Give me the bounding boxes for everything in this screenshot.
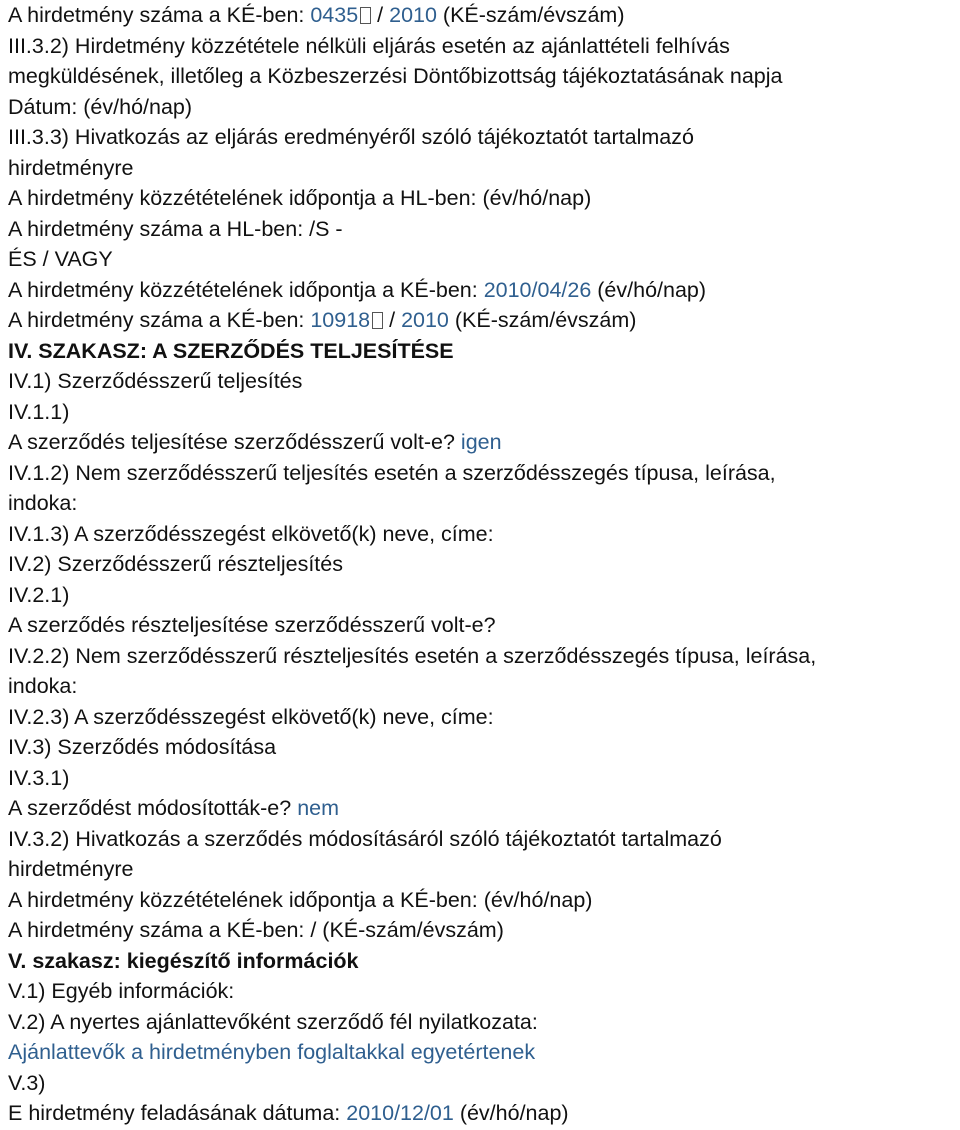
submission-date-value: 2010/12/01 <box>346 1101 454 1125</box>
subsection-v-3: V.3) <box>8 1070 46 1095</box>
partial-performance-question: A szerződés részteljesítése szerződésszerű volt-e? <box>8 613 496 637</box>
subsection-v-1: V.1) Egyéb információk: <box>8 979 235 1003</box>
ke-number-line: A hirdetmény száma a KÉ-ben: 10918 / 2010 (KÉ-szám/évszám) <box>8 308 637 332</box>
date-label: Dátum: (év/hó/nap) <box>8 94 193 119</box>
ke-date-value: 2010/04/26 <box>483 277 592 302</box>
hl-date-line: A hirdetmény közzétételének időpontja a HL-ben: (év/hó/nap) <box>8 186 592 210</box>
subsection-iv-3: IV.3) Szerződés módosítása <box>8 735 277 759</box>
answer-value: igen <box>460 430 502 454</box>
missing-glyph-box <box>372 312 383 329</box>
subsection-iv-2-2: IV.2.2) Nem szerződésszerű részteljesítés esetén a szerződésszegés típusa, leírása, <box>8 643 817 668</box>
ke-date-line: A hirdetmény közzétételének időpontja a KÉ-ben: (év/hó/nap) <box>8 887 593 912</box>
ke-notice-number-line: A hirdetmény száma a KÉ-ben: 0435 / 2010 (KÉ-szám/évszám) <box>8 3 625 27</box>
submission-date-line: E hirdetmény feladásának dátuma: 2010/12/01 (év/hó/nap) <box>8 1101 569 1125</box>
contract-modified-question: A szerződést módosították-e? nem <box>8 796 340 820</box>
section-heading-iii-3-3: III.3.3) Hivatkozás az eljárás eredményéről szóló tájékoztatót tartalmazó <box>8 125 694 149</box>
missing-glyph-box <box>360 7 371 24</box>
text-line: indoka: <box>8 491 78 515</box>
ke-number-value: 10918 <box>310 308 371 332</box>
subsection-iv-1-1: IV.1.1) <box>8 399 70 424</box>
subsection-iv-1-2: IV.1.2) Nem szerződésszerű teljesítés esetén a szerződésszegés típusa, leírása, <box>8 460 776 485</box>
winner-statement-value: Ajánlattevők a hirdetményben foglaltakkal egyetértenek <box>8 1040 536 1064</box>
subsection-iv-3-2: IV.3.2) Hivatkozás a szerződés módosításáról szóló tájékoztatót tartalmazó <box>8 826 722 851</box>
subsection-iv-3-1: IV.3.1) <box>8 765 70 790</box>
ke-year-value: 2010 <box>401 308 449 332</box>
hl-number-line: A hirdetmény száma a HL-ben: /S - <box>8 216 343 241</box>
text-line: hirdetményre <box>8 155 134 180</box>
ke-date-line: A hirdetmény közzétételének időpontja a KÉ-ben: 2010/04/26 (év/hó/nap) <box>8 277 707 302</box>
text-line: indoka: <box>8 674 78 698</box>
text-line: hirdetményre <box>8 857 134 881</box>
and-or-line: ÉS / VAGY <box>8 247 113 271</box>
subsection-v-2: V.2) A nyertes ajánlattevőként szerződő fél nyilatkozata: <box>8 1009 538 1034</box>
ke-number-value: 0435 <box>310 3 359 27</box>
section-heading-iii-3-2: III.3.2) Hirdetmény közzététele nélküli eljárás esetén az ajánlattételi felhívás <box>8 33 730 58</box>
contract-performance-question: A szerződés teljesítése szerződésszerű volt-e? igen <box>8 430 502 454</box>
section-iv-title: IV. SZAKASZ: A SZERZŐDÉS TELJESÍTÉSE <box>8 338 454 363</box>
subsection-iv-1-3: IV.1.3) A szerződésszegést elkövető(k) neve, címe: <box>8 521 494 546</box>
subsection-iv-2-1: IV.2.1) <box>8 582 70 607</box>
section-v-title: V. szakasz: kiegészítő információk <box>8 948 359 973</box>
ke-year-value: 2010 <box>389 3 437 27</box>
answer-value: nem <box>297 796 340 820</box>
subsection-iv-1: IV.1) Szerződésszerű teljesítés <box>8 369 303 393</box>
ke-number-line: A hirdetmény száma a KÉ-ben: / (KÉ-szám/évszám) <box>8 918 504 942</box>
text-line: megküldésének, illetőleg a Közbeszerzési Döntőbizottság tájékoztatásának napja <box>8 64 783 88</box>
subsection-iv-2: IV.2) Szerződésszerű részteljesítés <box>8 552 343 576</box>
subsection-iv-2-3: IV.2.3) A szerződésszegést elkövető(k) neve, címe: <box>8 704 494 729</box>
